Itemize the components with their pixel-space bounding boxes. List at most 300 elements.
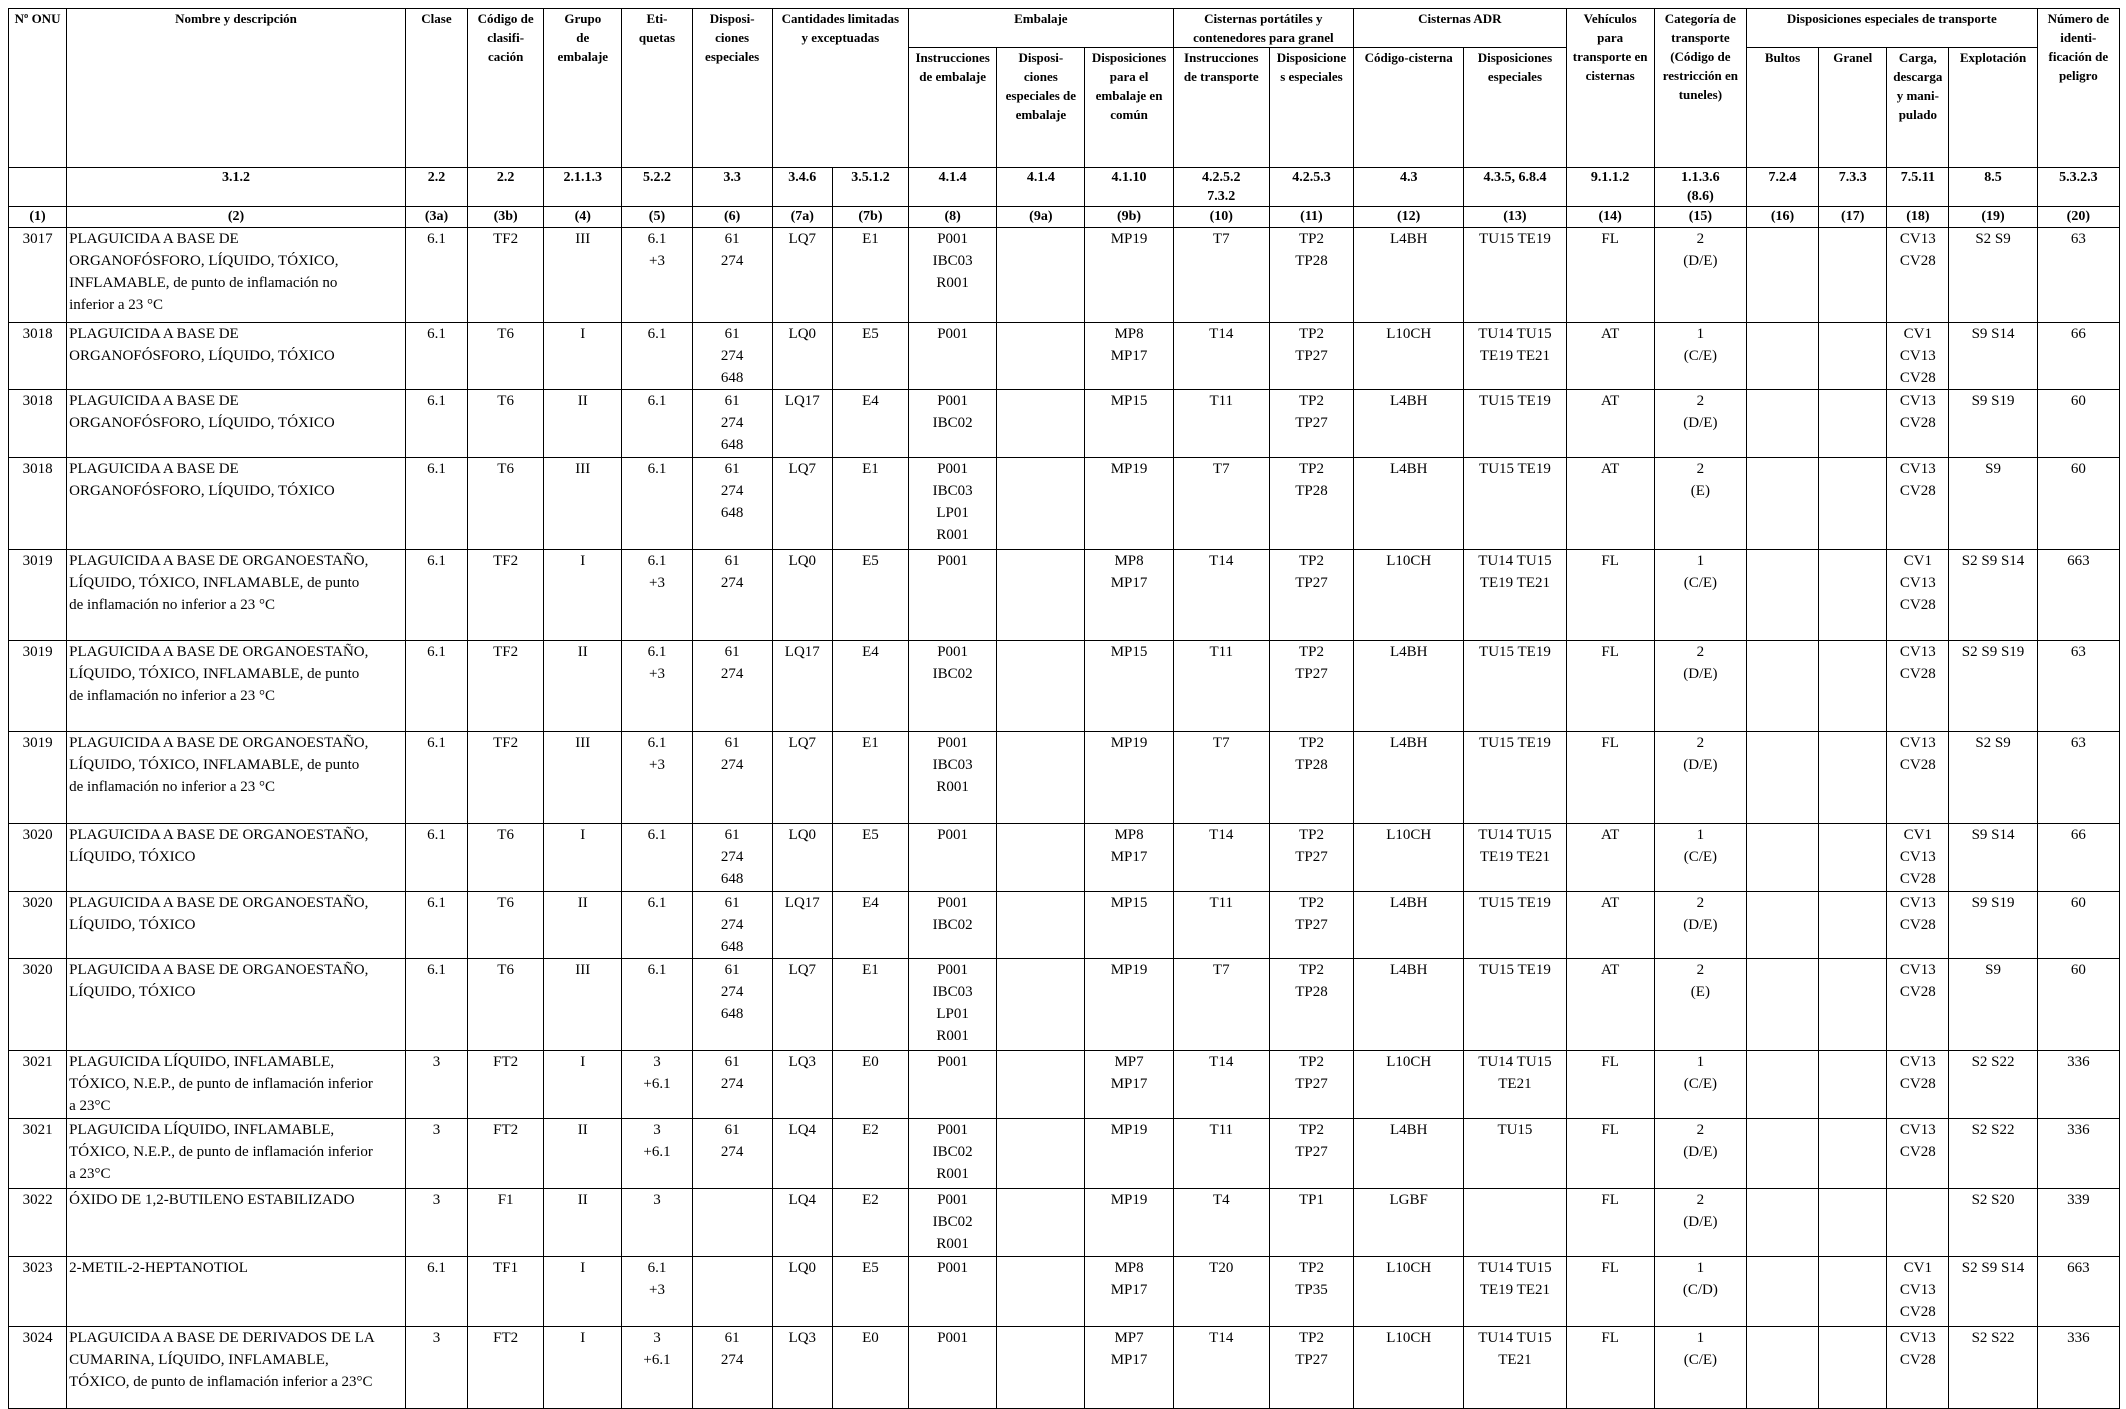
ref-9a: 4.1.4 (997, 168, 1085, 207)
cell-disp-cisterna: TP2 TP27 (1269, 323, 1353, 390)
ref-14: 9.1.1.2 (1566, 168, 1654, 207)
cell-lq: LQ0 (772, 824, 832, 892)
cell-disposiciones: 61 274 (692, 1119, 772, 1189)
cell-disp-embalaje (997, 458, 1085, 550)
adr-table (8, 8, 2120, 1409)
cell-inst-embalaje: P001 (909, 1327, 997, 1409)
cell-inst-embalaje: P001 IBC02 R001 (909, 1189, 997, 1257)
cell-clase: 6.1 (405, 228, 467, 323)
table-row (9, 458, 2120, 550)
cell-explotacion: S2 S20 (1949, 1189, 2037, 1257)
cell-disposiciones: 61 274 648 (692, 959, 772, 1051)
cell-bultos (1746, 1119, 1818, 1189)
cell-name: PLAGUICIDA A BASE DE ORGANOESTAÑO, LÍQUIDO, TÓXICO (67, 824, 406, 892)
header-inst-emb: Instrucciones de embalaje (909, 48, 997, 168)
cell-inst-embalaje: P001 IBC03 LP01 R001 (909, 458, 997, 550)
cell-grupo: II (544, 892, 622, 959)
cell-vehiculo: AT (1566, 323, 1654, 390)
header-nombre: Nombre y descripción (67, 9, 406, 168)
header-embalaje: Embalaje (909, 9, 1174, 48)
cell-peligro: 336 (2037, 1327, 2119, 1409)
cell-categoria: 1 (C/E) (1654, 1051, 1746, 1119)
table-row (9, 1257, 2120, 1327)
cell-inst-embalaje: P001 IBC02 (909, 641, 997, 732)
table-row (9, 228, 2120, 323)
cell-disp-comun: MP19 (1085, 228, 1173, 323)
cell-lq: LQ7 (772, 458, 832, 550)
cell-disp-embalaje (997, 1257, 1085, 1327)
cell-bultos (1746, 824, 1818, 892)
cell-disp-adr: TU14 TU15 TE19 TE21 (1464, 323, 1566, 390)
cell-lq: LQ17 (772, 641, 832, 732)
cell-name: ÓXIDO DE 1,2-BUTILENO ESTABILIZADO (67, 1189, 406, 1257)
cell-etiquetas: 3 +6.1 (622, 1051, 692, 1119)
cell-etiquetas: 3 +6.1 (622, 1327, 692, 1409)
cell-bultos (1746, 959, 1818, 1051)
cell-disp-embalaje (997, 550, 1085, 641)
cell-name: PLAGUICIDA A BASE DE ORGANOESTAÑO, LÍQUIDO, TÓXICO, INFLAMABLE, de punto de inflamación no inferior a 23 °C (67, 641, 406, 732)
cell-disp-comun: MP8 MP17 (1085, 550, 1173, 641)
cell-name: PLAGUICIDA A BASE DE ORGANOFÓSFORO, LÍQUIDO, TÓXICO (67, 390, 406, 458)
cell-grupo: I (544, 550, 622, 641)
cell-vehiculo: FL (1566, 1327, 1654, 1409)
cell-peligro: 60 (2037, 959, 2119, 1051)
cell-granel (1819, 892, 1887, 959)
cell-codigo: T6 (468, 323, 544, 390)
cell-inst-transporte: T7 (1173, 959, 1269, 1051)
table-row (9, 732, 2120, 824)
table-row (9, 1051, 2120, 1119)
cell-lq: LQ0 (772, 550, 832, 641)
cell-inst-transporte: T14 (1173, 323, 1269, 390)
cell-explotacion: S2 S9 S19 (1949, 641, 2037, 732)
cell-disp-embalaje (997, 1119, 1085, 1189)
colnum: (6) (692, 207, 772, 228)
cell-onu: 3019 (9, 732, 67, 824)
cell-eq: E1 (832, 228, 908, 323)
cell-name: 2-METIL-2-HEPTANOTIOL (67, 1257, 406, 1327)
colnum: (19) (1949, 207, 2037, 228)
cell-disp-cisterna: TP2 TP27 (1269, 550, 1353, 641)
cell-inst-embalaje: P001 (909, 550, 997, 641)
cell-eq: E0 (832, 1051, 908, 1119)
cell-disp-embalaje (997, 323, 1085, 390)
cell-onu: 3020 (9, 959, 67, 1051)
cell-inst-embalaje: P001 (909, 1257, 997, 1327)
colnum: (3a) (405, 207, 467, 228)
cell-inst-transporte: T14 (1173, 824, 1269, 892)
cell-explotacion: S9 (1949, 959, 2037, 1051)
cell-bultos (1746, 1051, 1818, 1119)
cell-disp-adr: TU15 TE19 (1464, 458, 1566, 550)
cell-bultos (1746, 1327, 1818, 1409)
cell-disp-cisterna: TP2 TP27 (1269, 1327, 1353, 1409)
cell-carga: CV13 CV28 (1887, 1051, 1949, 1119)
cell-disp-cisterna: TP2 TP27 (1269, 892, 1353, 959)
header-grupo: Grupo de embalaje (544, 9, 622, 168)
table-row (9, 390, 2120, 458)
cell-clase: 6.1 (405, 732, 467, 824)
cell-peligro: 60 (2037, 390, 2119, 458)
cell-eq: E1 (832, 458, 908, 550)
colnum: (8) (909, 207, 997, 228)
colnum: (11) (1269, 207, 1353, 228)
cell-lq: LQ0 (772, 323, 832, 390)
cell-eq: E4 (832, 390, 908, 458)
header-disp-transporte: Disposiciones especiales de transporte (1746, 9, 2037, 48)
cell-onu: 3023 (9, 1257, 67, 1327)
cell-codigo: FT2 (468, 1051, 544, 1119)
table-row (9, 550, 2120, 641)
cell-vehiculo: AT (1566, 824, 1654, 892)
cell-clase: 6.1 (405, 1257, 467, 1327)
cell-inst-embalaje: P001 (909, 1051, 997, 1119)
cell-inst-transporte: T11 (1173, 892, 1269, 959)
cell-disp-cisterna: TP2 TP27 (1269, 824, 1353, 892)
cell-disp-embalaje (997, 959, 1085, 1051)
ref-17: 7.3.3 (1819, 168, 1887, 207)
cell-clase: 6.1 (405, 959, 467, 1051)
cell-disp-comun: MP15 (1085, 641, 1173, 732)
colnum: (16) (1746, 207, 1818, 228)
cell-lq: LQ4 (772, 1189, 832, 1257)
cell-categoria: 2 (D/E) (1654, 732, 1746, 824)
colnum: (4) (544, 207, 622, 228)
cell-disposiciones: 61 274 (692, 1327, 772, 1409)
cell-carga: CV13 CV28 (1887, 1327, 1949, 1409)
header-codigo-cisterna: Código-cisterna (1354, 48, 1464, 168)
cell-disp-comun: MP7 MP17 (1085, 1327, 1173, 1409)
cell-carga: CV13 CV28 (1887, 1119, 1949, 1189)
cell-codigo: TF2 (468, 228, 544, 323)
cell-categoria: 2 (D/E) (1654, 228, 1746, 323)
cell-explotacion: S9 (1949, 458, 2037, 550)
cell-eq: E5 (832, 323, 908, 390)
cell-carga (1887, 1189, 1949, 1257)
cell-eq: E2 (832, 1119, 908, 1189)
ref-codigo: 2.2 (468, 168, 544, 207)
colnum: (2) (67, 207, 406, 228)
cell-codigo: T6 (468, 892, 544, 959)
cell-disposiciones: 61 274 648 (692, 458, 772, 550)
cell-clase: 6.1 (405, 824, 467, 892)
cell-name: PLAGUICIDA LÍQUIDO, INFLAMABLE, TÓXICO, N.E.P., de punto de inflamación inferior a 23°C (67, 1051, 406, 1119)
cell-bultos (1746, 641, 1818, 732)
cell-disp-adr: TU15 TE19 (1464, 892, 1566, 959)
cell-inst-embalaje: P001 IBC03 LP01 R001 (909, 959, 997, 1051)
cell-bultos (1746, 732, 1818, 824)
cell-eq: E2 (832, 1189, 908, 1257)
cell-grupo: I (544, 1257, 622, 1327)
cell-granel (1819, 390, 1887, 458)
table-row (9, 824, 2120, 892)
cell-peligro: 663 (2037, 1257, 2119, 1327)
cell-lq: LQ4 (772, 1119, 832, 1189)
colnum: (7a) (772, 207, 832, 228)
cell-explotacion: S2 S9 S14 (1949, 1257, 2037, 1327)
cell-codigo: TF2 (468, 732, 544, 824)
cell-disp-comun: MP19 (1085, 1119, 1173, 1189)
cell-disp-comun: MP19 (1085, 1189, 1173, 1257)
cell-clase: 3 (405, 1189, 467, 1257)
header-categoria: Categoría de transporte (Código de restricción en tuneles) (1654, 9, 1746, 168)
cell-peligro: 63 (2037, 732, 2119, 824)
header-disp-cist: Disposicione s especiales (1269, 48, 1353, 168)
colnum: (14) (1566, 207, 1654, 228)
cell-explotacion: S2 S22 (1949, 1119, 2037, 1189)
cell-peligro: 336 (2037, 1051, 2119, 1119)
cell-etiquetas: 6.1 +3 (622, 732, 692, 824)
cell-categoria: 1 (C/E) (1654, 1327, 1746, 1409)
ref-15: 1.1.3.6 (8.6) (1654, 168, 1746, 207)
cell-disp-comun: MP15 (1085, 390, 1173, 458)
cell-inst-transporte: T7 (1173, 732, 1269, 824)
cell-name: PLAGUICIDA A BASE DE ORGANOESTAÑO, LÍQUIDO, TÓXICO, INFLAMABLE, de punto de inflamación no inferior a 23 °C (67, 732, 406, 824)
cell-onu: 3021 (9, 1051, 67, 1119)
cell-grupo: II (544, 1119, 622, 1189)
cell-eq: E0 (832, 1327, 908, 1409)
cell-disposiciones: 61 274 648 (692, 892, 772, 959)
cell-disp-embalaje (997, 641, 1085, 732)
ref-etiquetas: 5.2.2 (622, 168, 692, 207)
cell-peligro: 663 (2037, 550, 2119, 641)
colnum: (13) (1464, 207, 1566, 228)
cell-grupo: I (544, 1051, 622, 1119)
cell-carga: CV1 CV13 CV28 (1887, 1257, 1949, 1327)
ref-10: 4.2.5.2 7.3.2 (1173, 168, 1269, 207)
cell-disp-adr: TU15 TE19 (1464, 228, 1566, 323)
cell-categoria: 1 (C/D) (1654, 1257, 1746, 1327)
cell-inst-embalaje: P001 IBC02 (909, 892, 997, 959)
cell-peligro: 66 (2037, 323, 2119, 390)
cell-grupo: III (544, 959, 622, 1051)
cell-disp-comun: MP15 (1085, 892, 1173, 959)
cell-explotacion: S9 S14 (1949, 824, 2037, 892)
cell-clase: 6.1 (405, 458, 467, 550)
cell-inst-embalaje: P001 IBC02 R001 (909, 1119, 997, 1189)
colnum: (20) (2037, 207, 2119, 228)
cell-disp-comun: MP19 (1085, 959, 1173, 1051)
cell-disp-embalaje (997, 1327, 1085, 1409)
cell-lq: LQ17 (772, 892, 832, 959)
cell-onu: 3018 (9, 323, 67, 390)
cell-clase: 6.1 (405, 550, 467, 641)
cell-disp-adr: TU14 TU15 TE19 TE21 (1464, 1257, 1566, 1327)
cell-codigo: T6 (468, 824, 544, 892)
ref-7b: 3.5.1.2 (832, 168, 908, 207)
cell-clase: 3 (405, 1327, 467, 1409)
cell-categoria: 2 (D/E) (1654, 390, 1746, 458)
cell-lq: LQ17 (772, 390, 832, 458)
ref-16: 7.2.4 (1746, 168, 1818, 207)
ref-disposiciones: 3.3 (692, 168, 772, 207)
cell-inst-transporte: T11 (1173, 641, 1269, 732)
header-disp-emb: Disposi- ciones especiales de embalaje (997, 48, 1085, 168)
cell-name: PLAGUICIDA LÍQUIDO, INFLAMABLE, TÓXICO, N.E.P., de punto de inflamación inferior a 23°C (67, 1119, 406, 1189)
cell-onu: 3018 (9, 390, 67, 458)
cell-disp-adr: TU15 TE19 (1464, 390, 1566, 458)
cell-explotacion: S2 S9 (1949, 228, 2037, 323)
cell-vehiculo: FL (1566, 1257, 1654, 1327)
cell-vehiculo: FL (1566, 732, 1654, 824)
cell-disp-adr: TU15 TE19 (1464, 641, 1566, 732)
table-header (9, 9, 2120, 228)
cell-granel (1819, 1189, 1887, 1257)
header-disp-adr: Disposiciones especiales (1464, 48, 1566, 168)
cell-peligro: 63 (2037, 228, 2119, 323)
table-row (9, 959, 2120, 1051)
colnum: (7b) (832, 207, 908, 228)
cell-categoria: 1 (C/E) (1654, 323, 1746, 390)
cell-granel (1819, 824, 1887, 892)
cell-bultos (1746, 1257, 1818, 1327)
cell-granel (1819, 228, 1887, 323)
cell-granel (1819, 1327, 1887, 1409)
cell-codigo: F1 (468, 1189, 544, 1257)
cell-etiquetas: 6.1 (622, 824, 692, 892)
cell-onu: 3018 (9, 458, 67, 550)
cell-codigo-cisterna: L4BH (1354, 732, 1464, 824)
table-body (9, 228, 2120, 1409)
cell-carga: CV13 CV28 (1887, 641, 1949, 732)
cell-disp-cisterna: TP2 TP28 (1269, 458, 1353, 550)
cell-name: PLAGUICIDA A BASE DE ORGANOFÓSFORO, LÍQUIDO, TÓXICO (67, 323, 406, 390)
header-granel: Granel (1819, 48, 1887, 168)
header-onu: Nº ONU (9, 9, 67, 168)
ref-11: 4.2.5.3 (1269, 168, 1353, 207)
cell-etiquetas: 6.1 (622, 390, 692, 458)
cell-onu: 3017 (9, 228, 67, 323)
cell-codigo-cisterna: L4BH (1354, 458, 1464, 550)
cell-disp-embalaje (997, 732, 1085, 824)
table-row (9, 1189, 2120, 1257)
cell-clase: 6.1 (405, 892, 467, 959)
cell-granel (1819, 641, 1887, 732)
cell-disp-comun: MP19 (1085, 732, 1173, 824)
colnum: (9a) (997, 207, 1085, 228)
cell-disp-cisterna: TP2 TP27 (1269, 1119, 1353, 1189)
cell-grupo: II (544, 1189, 622, 1257)
cell-eq: E1 (832, 732, 908, 824)
cell-grupo: I (544, 1327, 622, 1409)
cell-lq: LQ3 (772, 1051, 832, 1119)
cell-explotacion: S2 S9 S14 (1949, 550, 2037, 641)
ref-8: 4.1.4 (909, 168, 997, 207)
cell-codigo-cisterna: LGBF (1354, 1189, 1464, 1257)
cell-etiquetas: 6.1 (622, 959, 692, 1051)
column-numbers-row (9, 207, 2120, 228)
cell-categoria: 2 (D/E) (1654, 892, 1746, 959)
cell-carga: CV1 CV13 CV28 (1887, 550, 1949, 641)
cell-disp-embalaje (997, 824, 1085, 892)
cell-granel (1819, 323, 1887, 390)
header-refs-row (9, 168, 2120, 207)
cell-disp-adr: TU15 TE19 (1464, 959, 1566, 1051)
cell-lq: LQ0 (772, 1257, 832, 1327)
cell-codigo: TF2 (468, 641, 544, 732)
cell-codigo-cisterna: L4BH (1354, 959, 1464, 1051)
cell-disp-cisterna: TP2 TP27 (1269, 390, 1353, 458)
colnum: (18) (1887, 207, 1949, 228)
cell-disp-cisterna: TP1 (1269, 1189, 1353, 1257)
cell-clase: 6.1 (405, 641, 467, 732)
cell-explotacion: S2 S22 (1949, 1051, 2037, 1119)
cell-clase: 6.1 (405, 390, 467, 458)
cell-categoria: 2 (D/E) (1654, 1119, 1746, 1189)
cell-granel (1819, 458, 1887, 550)
cell-disposiciones: 61 274 648 (692, 323, 772, 390)
cell-vehiculo: FL (1566, 550, 1654, 641)
cell-explotacion: S9 S19 (1949, 892, 2037, 959)
cell-disp-cisterna: TP2 TP27 (1269, 641, 1353, 732)
colnum: (15) (1654, 207, 1746, 228)
cell-granel (1819, 732, 1887, 824)
colnum: (9b) (1085, 207, 1173, 228)
cell-etiquetas: 6.1 (622, 458, 692, 550)
cell-vehiculo: FL (1566, 228, 1654, 323)
cell-inst-transporte: T11 (1173, 390, 1269, 458)
cell-disp-embalaje (997, 390, 1085, 458)
ref-clase: 2.2 (405, 168, 467, 207)
cell-peligro: 336 (2037, 1119, 2119, 1189)
ref-12: 4.3 (1354, 168, 1464, 207)
cell-granel (1819, 959, 1887, 1051)
cell-disp-cisterna: TP2 TP28 (1269, 732, 1353, 824)
ref-grupo: 2.1.1.3 (544, 168, 622, 207)
cell-vehiculo: FL (1566, 1189, 1654, 1257)
cell-disp-comun: MP8 MP17 (1085, 323, 1173, 390)
cell-onu: 3021 (9, 1119, 67, 1189)
cell-disposiciones: 61 274 (692, 1051, 772, 1119)
cell-codigo-cisterna: L10CH (1354, 824, 1464, 892)
cell-peligro: 63 (2037, 641, 2119, 732)
cell-clase: 3 (405, 1119, 467, 1189)
cell-disp-adr: TU14 TU15 TE19 TE21 (1464, 824, 1566, 892)
cell-grupo: III (544, 228, 622, 323)
cell-disp-cisterna: TP2 TP35 (1269, 1257, 1353, 1327)
cell-name: PLAGUICIDA A BASE DE ORGANOESTAÑO, LÍQUIDO, TÓXICO, INFLAMABLE, de punto de inflamación no inferior a 23 °C (67, 550, 406, 641)
cell-inst-transporte: T4 (1173, 1189, 1269, 1257)
header-explotacion: Explotación (1949, 48, 2037, 168)
cell-explotacion: S2 S9 (1949, 732, 2037, 824)
cell-eq: E5 (832, 1257, 908, 1327)
cell-onu: 3020 (9, 824, 67, 892)
cell-carga: CV13 CV28 (1887, 959, 1949, 1051)
colnum: (10) (1173, 207, 1269, 228)
cell-etiquetas: 3 +6.1 (622, 1119, 692, 1189)
cell-lq: LQ3 (772, 1327, 832, 1409)
cell-codigo-cisterna: L4BH (1354, 641, 1464, 732)
colnum: (1) (9, 207, 67, 228)
ref-onu (9, 168, 67, 207)
table-row (9, 323, 2120, 390)
cell-codigo: FT2 (468, 1327, 544, 1409)
cell-explotacion: S2 S22 (1949, 1327, 2037, 1409)
header-clase: Clase (405, 9, 467, 168)
cell-name: PLAGUICIDA A BASE DE ORGANOESTAÑO, LÍQUIDO, TÓXICO (67, 892, 406, 959)
table-row (9, 1327, 2120, 1409)
cell-carga: CV13 CV28 (1887, 228, 1949, 323)
cell-disposiciones: 61 274 648 (692, 824, 772, 892)
cell-inst-transporte: T14 (1173, 550, 1269, 641)
table-row (9, 892, 2120, 959)
cell-clase: 3 (405, 1051, 467, 1119)
cell-carga: CV13 CV28 (1887, 732, 1949, 824)
cell-granel (1819, 1051, 1887, 1119)
cell-disp-embalaje (997, 228, 1085, 323)
header-row-top (9, 9, 2120, 48)
cell-etiquetas: 6.1 +3 (622, 1257, 692, 1327)
